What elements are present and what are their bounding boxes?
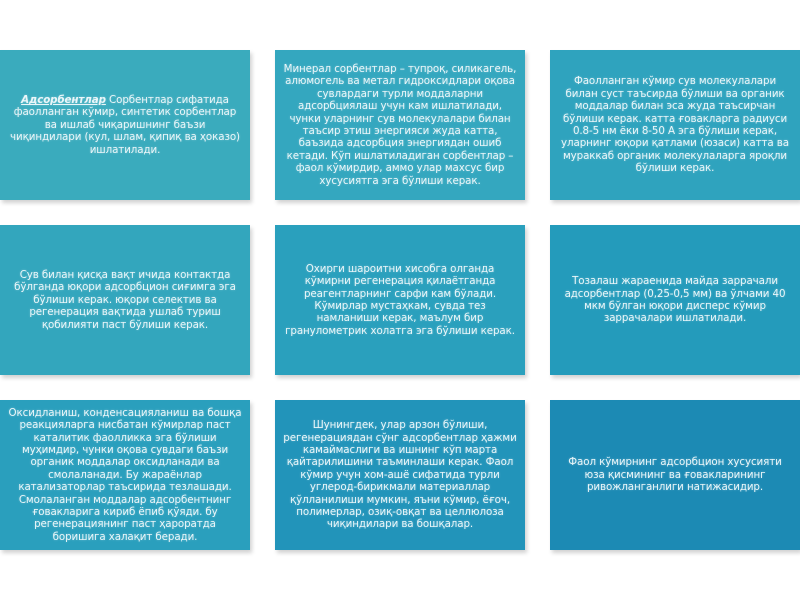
card-raw-materials bbox=[275, 400, 525, 550]
card-mineral-sorbents bbox=[275, 50, 525, 200]
card-text: Фаолланган кўмир сув молекулалари билан суст таъсирда бўлиши ва органик моддалар билан эса жуда таъсирчан бўлиши керак. катта ғовакларга радиуси 0.8-5 нм ёки 8-50 А эга бўлиши керак, уларнинг юқори қатлами (юзаси) катта ва мураккаб органик молекулаларга яроқли бўлиши керак. bbox=[561, 75, 789, 175]
card-regeneration bbox=[275, 225, 525, 375]
card-text: Минерал сорбентлар – тупроқ, силикагель, алюмогель ва метал гидроксидлари оқова сувлардаги турли моддаларни адсорбциялаш учун кам ишлатилади, чунки уларнинг сув молекулалари билан таъсир этиш энергияси жуда катта, баъзида адсорбция энергиядан ошиб кетади. Кўп ишлатиладиган сорбентлар – фаол кўмирдир, аммо улар махсус бир хусусиятга эга бўлиши керак. bbox=[283, 62, 517, 187]
card-text: Охирги шароитни хисобга олганда кўмирни регенерация қилаётганда реагентларнинг сарфи кам бўлади. Кўмирлар мустаҳкам, сувда тез намланиши керак, маълум бир гранулометрик холатга эга бўлиши керак. bbox=[285, 262, 515, 337]
card-particle-size bbox=[550, 225, 800, 375]
card-adsorption-capacity bbox=[0, 225, 250, 375]
card-text: Сув билан қисқа вақт ичида контактда бўлганда юқори адсорбцион сиғимга эга бўлиши керак. юқори селектив ва регенерация вақтида ушлаб туриш қобилияти паст бўлиши керак. bbox=[14, 268, 236, 331]
card-text: Шунингдек, улар арзон бўлиши, регенерациядан сўнг адсорбентлар ҳажми камаймаслиги ва ишнинг кўп марта қайтарилишини таъминлаши керак. Фаол кўмир учун хом-ашё сифатида турли углерод-бирикмали материаллар қўлланилиши мумкин, яъни кўмир, ёғоч, полимерлар, озиқ-овқат ва целлюлоза чиқиндилари ва бошқалар. bbox=[283, 419, 517, 531]
card-text: Тозалаш жараенида майда заррачали адсорбентлар (0,25-0,5 мм) ва ўлчами 40 мкм бўлган юқори дисперс кўмир заррачалари ишлатилади. bbox=[564, 275, 786, 325]
card-text: Фаол кўмирнинг адсорбцион хусусияти юза қисмининг ва ғовакларининг ривожланганлиги натижасидир. bbox=[568, 456, 782, 494]
term-adsorbents: Адсорбентлар bbox=[21, 93, 106, 106]
card-adsorption-conclusion bbox=[550, 400, 800, 550]
card-adsorbents-definition bbox=[0, 50, 250, 200]
card-catalytic-activity bbox=[0, 400, 250, 550]
card-text: Сорбентлар сифатида фаолланган кўмир, синтетик сорбентлар ва ишлаб чиқаришнинг баъзи чиқиндилари (кул, шлам, қипиқ ва ҳоказо) ишлатилади. bbox=[10, 93, 240, 156]
card-text: Оксидланиш, конденсацияланиш ва бошқа реакцияларга нисбатан кўмирлар паст каталитик фаолликка эга бўлиши муҳимдир, чунки оқова сувдаги баъзи органик моддалар оксидланади ва смолаланади. Бу жараёнлар катализаторлар таъсирида тезлашади. Смолаланган моддалар адсорбентнинг ғовакларига кириб ёпиб қўяди. бу регенерациянинг паст ҳароратда боришига халақит беради. bbox=[8, 406, 242, 543]
card-activated-carbon-properties bbox=[550, 50, 800, 200]
